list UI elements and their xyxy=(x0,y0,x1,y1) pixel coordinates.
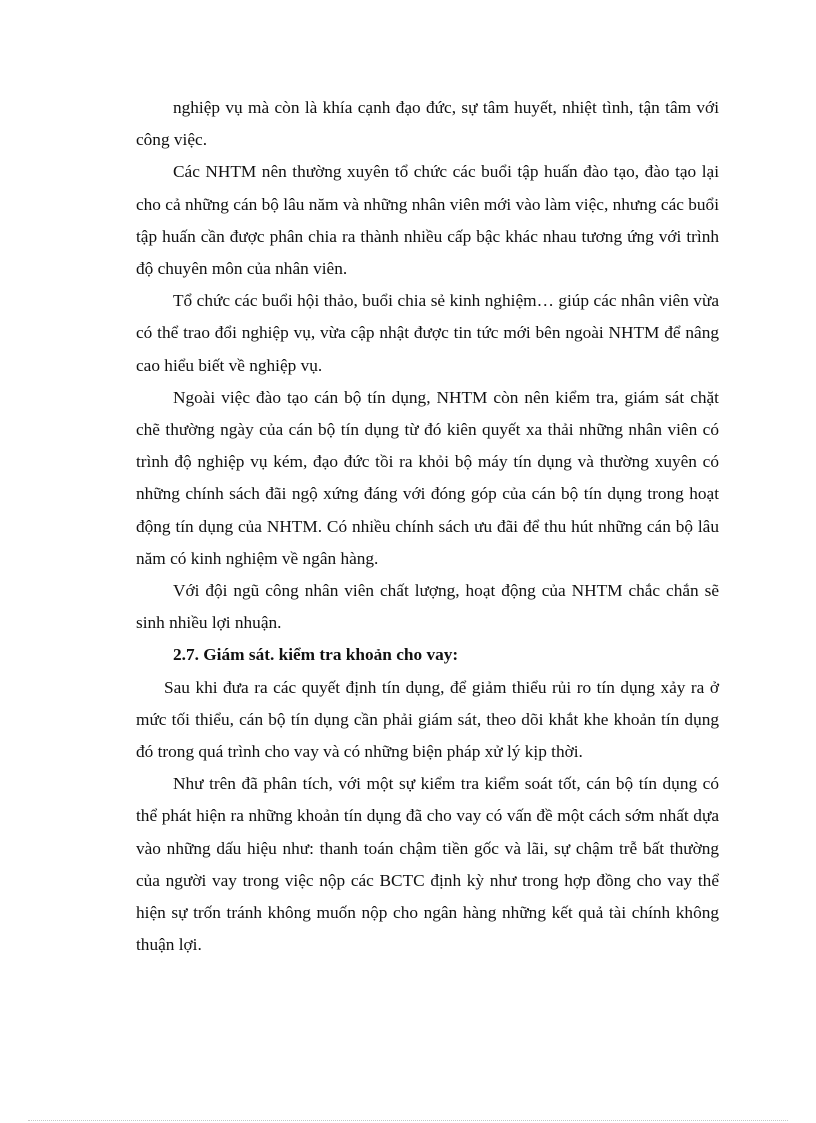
section-heading: 2.7. Giám sát. kiểm tra khoản cho vay: xyxy=(173,645,459,665)
document-body xyxy=(136,92,719,961)
paragraph-workshops: Tổ chức các buổi hội thảo, buổi chia sẻ kinh nghiệm… giúp các nhân viên vừa có thể trao đổi nghiệp vụ, vừa cập nhật được tin tức mới bên ngoài NHTM để nâng cao hiểu biết về nghiệp vụ. xyxy=(136,291,719,375)
footer-dotted-rule xyxy=(28,1120,788,1121)
paragraph-training: Các NHTM nên thường xuyên tổ chức các buổi tập huấn đào tạo, đào tạo lại cho cả những cán bộ lâu năm và những nhân viên mới vào làm việc, nhưng các buổi tập huấn cần được phân chia ra thành nhiều cấp bậc khác nhau tương ứng với trình độ chuyên môn của nhân viên. xyxy=(136,162,719,279)
paragraph-analysis: Như trên đã phân tích, với một sự kiểm tra kiểm soát tốt, cán bộ tín dụng có thể phát hiện ra những khoản tín dụng đã cho vay có vấn đề một cách sớm nhất dựa vào những dấu hiệu như: thanh toán chậm tiền gốc và lãi, sự chậm trễ bất thường của người vay trong việc nộp các BCTC định kỳ như trong hợp đồng cho vay thể hiện sự trốn tránh không muốn nộp cho ngân hàng những kết quả tài chính không thuận lợi. xyxy=(136,774,719,955)
paragraph-continued: nghiệp vụ mà còn là khía cạnh đạo đức, sự tâm huyết, nhiệt tình, tận tâm với công việc. xyxy=(136,98,719,150)
paragraph-supervision-staff: Ngoài việc đào tạo cán bộ tín dụng, NHTM còn nên kiểm tra, giám sát chặt chẽ thường ngày của cán bộ tín dụng từ đó kiên quyết xa thải những nhân viên có trình độ nghiệp vụ kém, đạo đức tồi ra khỏi bộ máy tín dụng và thường xuyên có những chính sách đãi ngộ xứng đáng với đóng góp của cán bộ tín dụng trong hoạt động tín dụng của NHTM. Có nhiều chính sách ưu đãi để thu hút những cán bộ lâu năm có kinh nghiệm về ngân hàng. xyxy=(136,387,719,568)
paragraph-monitoring: Sau khi đưa ra các quyết định tín dụng, để giảm thiểu rủi ro tín dụng xảy ra ở mức tối thiểu, cán bộ tín dụng cần phải giám sát, theo dõi khắt khe khoản tín dụng đó trong quá trình cho vay và có những biện pháp xử lý kịp thời. xyxy=(136,677,719,762)
paragraph-quality-staff: Với đội ngũ công nhân viên chất lượng, hoạt động của NHTM chắc chắn sẽ sinh nhiều lợi nhuận. xyxy=(136,581,719,633)
